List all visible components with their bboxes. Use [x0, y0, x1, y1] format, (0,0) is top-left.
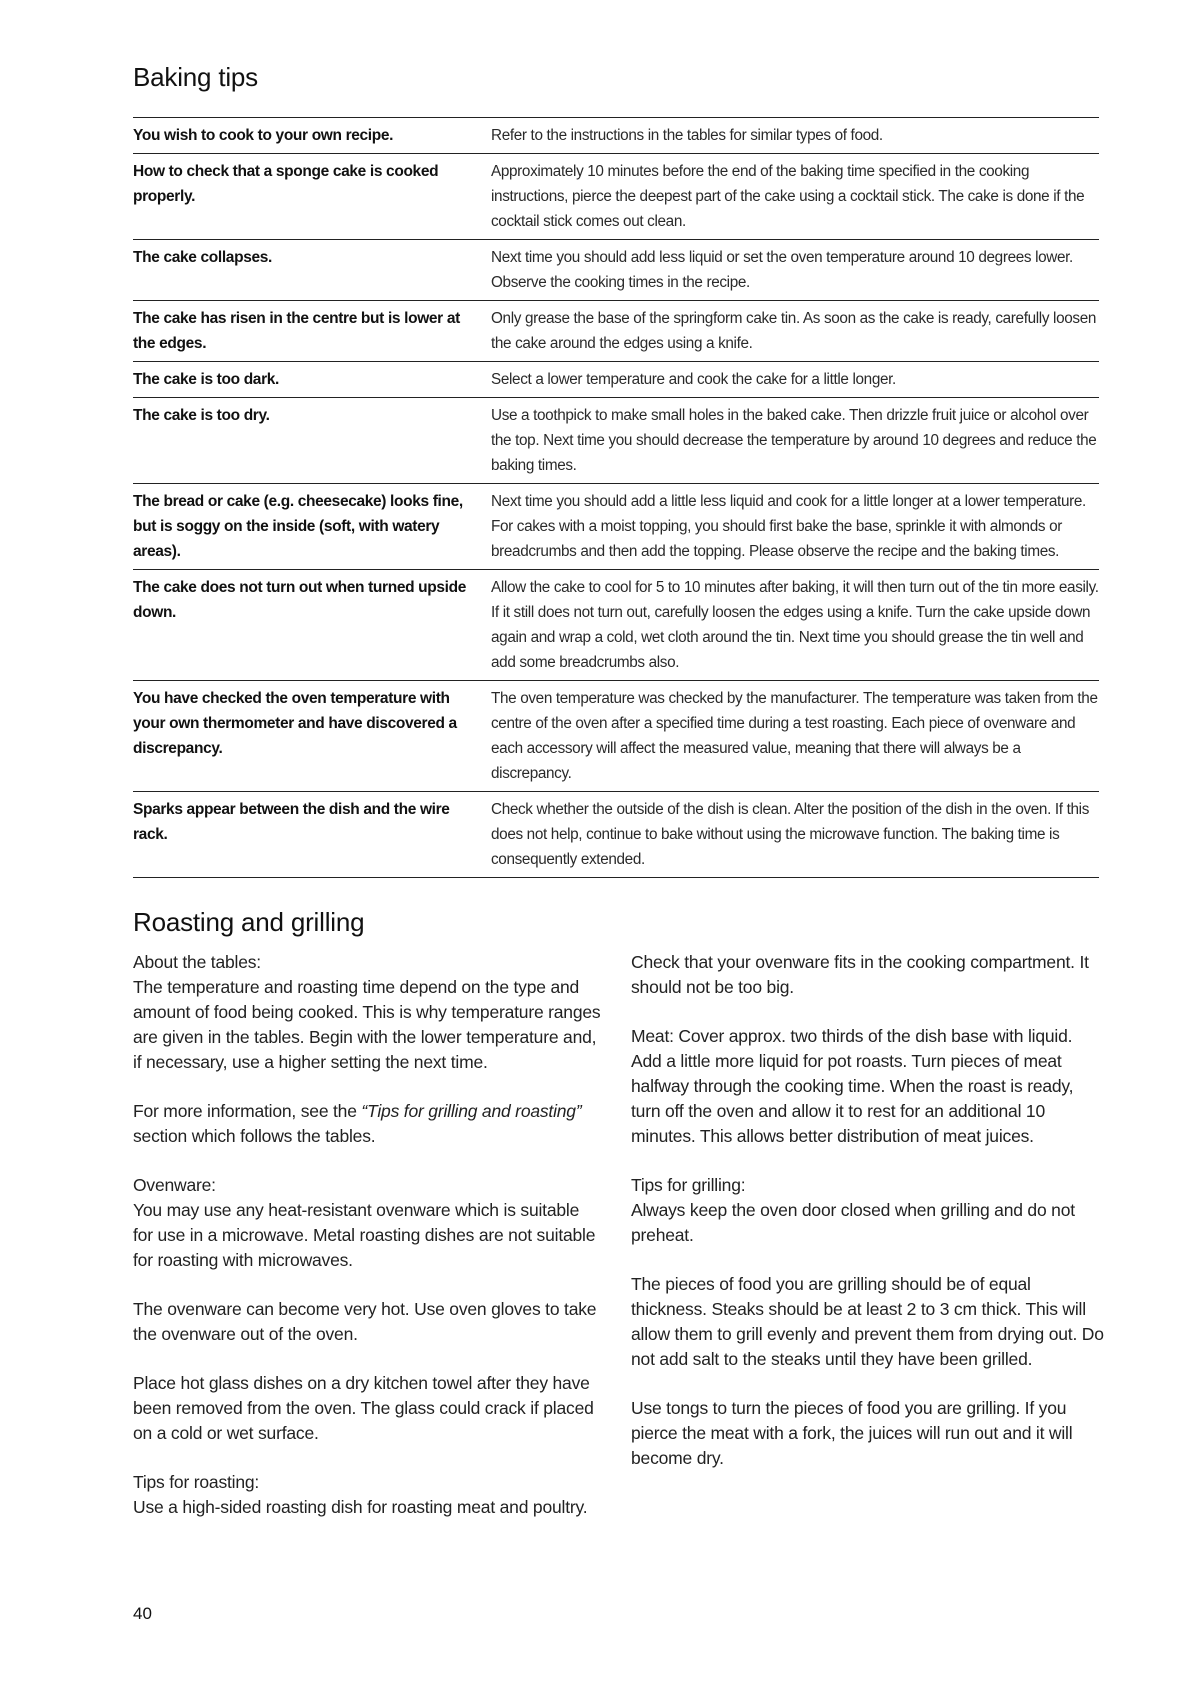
grilling-tips-label: Tips for grilling: [631, 1175, 746, 1195]
remedy-cell: Select a lower temperature and cook the cake for a little longer. [489, 362, 1099, 398]
table-row [133, 792, 1099, 878]
remedy-cell: Allow the cake to cool for 5 to 10 minutes after baking, it will then turn out of the tin more easily. If it still does not turn out, carefully loosen the edges using a knife. Turn the cake upside down again and wrap a cold, wet cloth around the tin. Next time you should grease the tin well and add some breadcrumbs also. [489, 570, 1099, 681]
remedy-cell: Next time you should add less liquid or set the oven temperature around 10 degrees lower. Observe the cooking times in the recipe. [489, 240, 1099, 301]
roasting-left-column [133, 950, 603, 1544]
remedy-cell: Check whether the outside of the dish is clean. Alter the position of the dish in the oven. If this does not help, continue to bake without using the microwave function. The baking time is consequently extended. [489, 792, 1099, 878]
problem-cell: You wish to cook to your own recipe. [133, 118, 489, 154]
problem-cell: How to check that a sponge cake is cooked properly. [133, 154, 489, 240]
remedy-cell: Refer to the instructions in the tables for similar types of food. [489, 118, 1099, 154]
roasting-tips-text: Use a high-sided roasting dish for roasting meat and poultry. [133, 1497, 588, 1517]
meat-paragraph: Meat: Cover approx. two thirds of the dish base with liquid. Add a little more liquid for pot roasts. Turn pieces of meat halfway through the cooking time. When the roast is ready, turn off the oven and allow it to rest for an additional 10 minutes. This allows better distribution of meat juices. [631, 1026, 1074, 1146]
table-row [133, 118, 1099, 154]
remedy-cell: Only grease the base of the springform cake tin. As soon as the cake is ready, carefully loosen the cake around the edges using a knife. [489, 301, 1099, 362]
about-tables-paragraph [133, 950, 603, 1075]
problem-cell: Sparks appear between the dish and the wire rack. [133, 792, 489, 878]
about-tables-text: The temperature and roasting time depend on the type and amount of food being cooked. This is why temperature ranges are given in the tables. Begin with the lower temperature and, if necessary, use a higher setting the next time. [133, 977, 601, 1072]
roasting-right-column [631, 950, 1106, 1495]
ovenware-fit-paragraph: Check that your ovenware fits in the cooking compartment. It should not be too big. [631, 952, 1089, 997]
table-row [133, 362, 1099, 398]
grilling-tips-paragraph [631, 1173, 1106, 1248]
ovenware-paragraph [133, 1173, 603, 1273]
table-row [133, 484, 1099, 570]
page-number: 40 [133, 1604, 152, 1623]
more-info-reference: “Tips for grilling and roasting” [361, 1101, 582, 1121]
table-row [133, 301, 1099, 362]
ovenware-text: You may use any heat-resistant ovenware which is suitable for use in a microwave. Metal roasting dishes are not suitable for roasting with microwaves. [133, 1200, 596, 1270]
table-row [133, 681, 1099, 792]
table-row [133, 570, 1099, 681]
baking-tips-heading: Baking tips [133, 62, 258, 92]
ovenware-label: Ovenware: [133, 1175, 216, 1195]
problem-cell: The cake is too dark. [133, 362, 489, 398]
ovenware-hot-paragraph: The ovenware can become very hot. Use oven gloves to take the ovenware out of the oven. [133, 1299, 597, 1344]
problem-cell: The bread or cake (e.g. cheesecake) looks fine, but is soggy on the inside (soft, with watery areas). [133, 484, 489, 570]
baking-tips-table [133, 117, 1099, 878]
remedy-cell: Use a toothpick to make small holes in the baked cake. Then drizzle fruit juice or alcohol over the top. Next time you should decrease the temperature by around 10 degrees and reduce the baking times. [489, 398, 1099, 484]
problem-cell: The cake has risen in the centre but is lower at the edges. [133, 301, 489, 362]
food-pieces-paragraph: The pieces of food you are grilling should be of equal thickness. Steaks should be at least 2 to 3 cm thick. This will allow them to grill evenly and prevent them from drying out. Do not add salt to the steaks until they have been grilled. [631, 1274, 1104, 1369]
table-row [133, 398, 1099, 484]
table-row [133, 240, 1099, 301]
more-info-prefix: For more information, see the [133, 1101, 362, 1121]
roasting-tips-label: Tips for roasting: [133, 1472, 260, 1492]
remedy-cell: Approximately 10 minutes before the end of the baking time specified in the cooking instructions, pierce the deepest part of the cake using a cocktail stick. The cake is done if the cocktail stick comes out clean. [489, 154, 1099, 240]
problem-cell: The cake does not turn out when turned upside down. [133, 570, 489, 681]
about-tables-label: About the tables: [133, 952, 261, 972]
tongs-paragraph: Use tongs to turn the pieces of food you are grilling. If you pierce the meat with a fork, the juices will run out and it will become dry. [631, 1398, 1073, 1468]
roasting-grilling-heading: Roasting and grilling [133, 907, 365, 937]
remedy-cell: Next time you should add a little less liquid and cook for a little longer at a lower temperature. For cakes with a moist topping, you should first bake the base, sprinkle it with almonds or breadcrumbs and then add the topping. Please observe the recipe and the baking times. [489, 484, 1099, 570]
roasting-tips-paragraph [133, 1470, 603, 1520]
problem-cell: The cake is too dry. [133, 398, 489, 484]
more-info-suffix: section which follows the tables. [133, 1126, 376, 1146]
grilling-tips-text: Always keep the oven door closed when grilling and do not preheat. [631, 1200, 1075, 1245]
more-info-paragraph [133, 1099, 603, 1149]
remedy-cell: The oven temperature was checked by the manufacturer. The temperature was taken from the centre of the oven after a specified time during a test roasting. Each piece of ovenware and each accessory will affect the measured value, meaning that there will always be a discrepancy. [489, 681, 1099, 792]
problem-cell: You have checked the oven temperature with your own thermometer and have discovered a discrepancy. [133, 681, 489, 792]
table-row [133, 154, 1099, 240]
glass-dishes-paragraph: Place hot glass dishes on a dry kitchen towel after they have been removed from the oven. The glass could crack if placed on a cold or wet surface. [133, 1373, 594, 1443]
problem-cell: The cake collapses. [133, 240, 489, 301]
